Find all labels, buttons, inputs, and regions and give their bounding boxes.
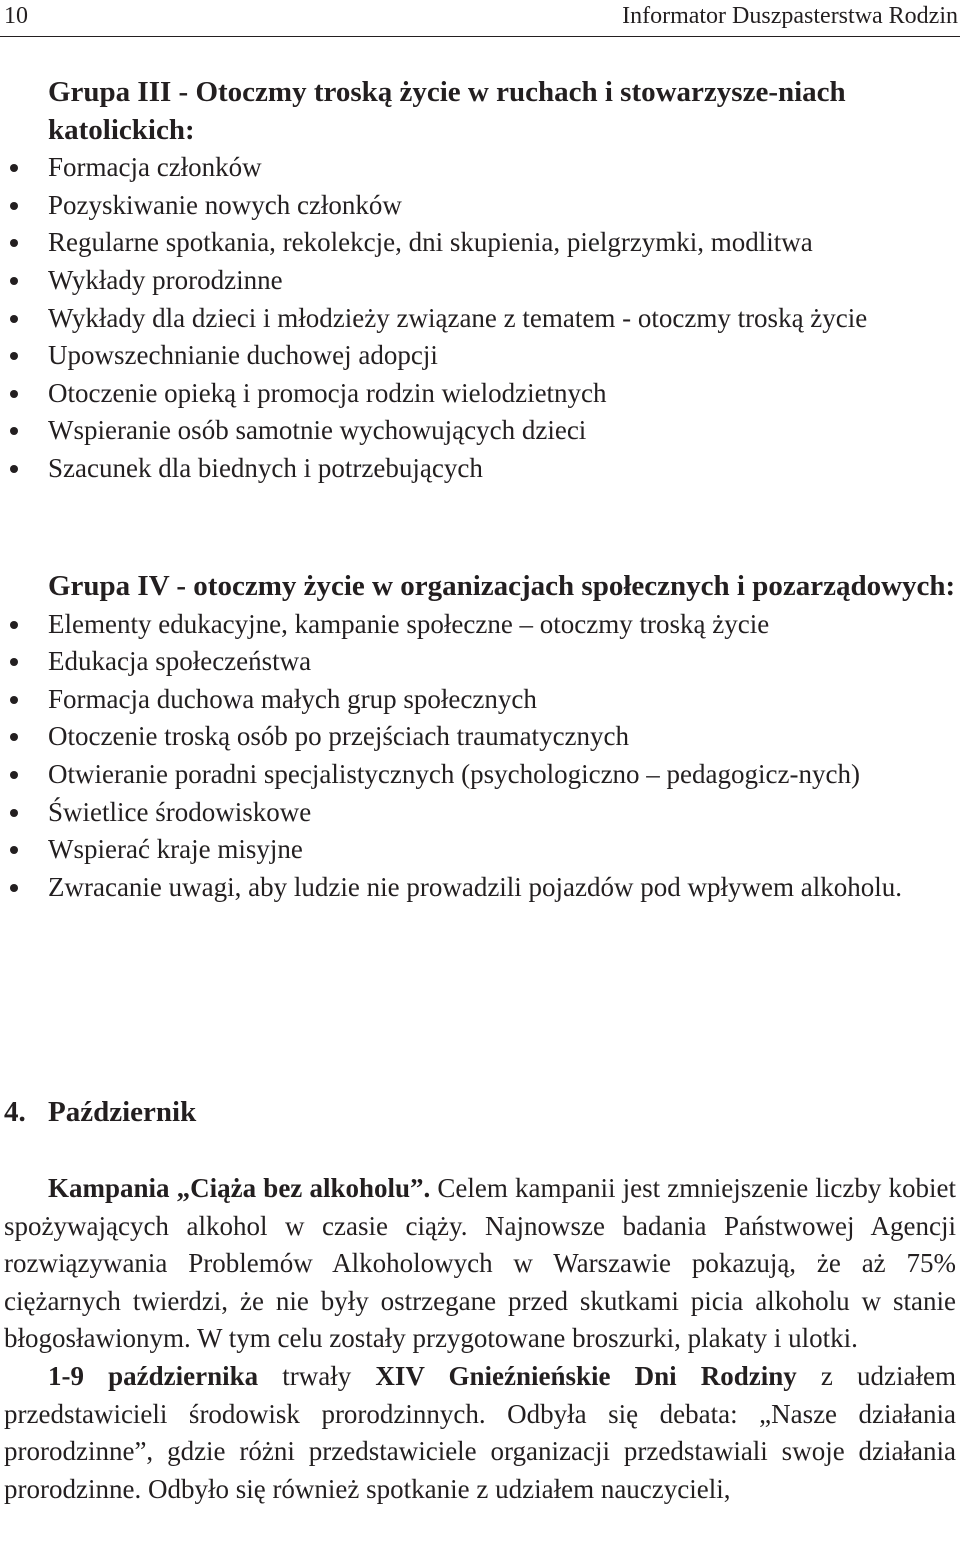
page-number: 10 <box>4 3 28 29</box>
body-text <box>4 1170 956 1508</box>
section-heading <box>4 1094 196 1132</box>
list-item: Regularne spotkania, rekolekcje, dni skupienia, pielgrzymki, modlitwa <box>48 224 958 262</box>
list-item: Świetlice środowiskowe <box>48 794 958 832</box>
paragraph: Kampania „Ciąża bez alkoholu”. Celem kampanii jest zmniejszenie liczby kobiet spożywających alkohol w czasie ciąży. Najnowsze badania Państwowej Agencji rozwiązywania Problemów Alkoholowych w Warszawie pokazują, że aż 75% ciężarnych twierdzi, że nie były ostrzegane przed skutkami picia alkoholu w stanie błogosławionym. W tym celu zostały przygotowane broszurki, plakaty i ulotki. <box>4 1173 956 1354</box>
section-title: Październik <box>48 1096 197 1128</box>
list-item: Upowszechnianie duchowej adopcji <box>48 337 958 375</box>
group3-section <box>48 74 958 488</box>
list-item: Pozyskiwanie nowych członków <box>48 187 958 225</box>
list-item: Otoczenie troską osób po przejściach traumatycznych <box>48 718 958 756</box>
list-item: Formacja duchowa małych grup społecznych <box>48 681 958 719</box>
publication-title: Informator Duszpasterstwa Rodzin <box>622 3 958 29</box>
list-item: Otoczenie opieką i promocja rodzin wielodzietnych <box>48 375 958 413</box>
list-item: Edukacja społeczeństwa <box>48 643 958 681</box>
list-item: Otwieranie poradni specjalistycznych (psychologiczno – pedagogicz-nych) <box>48 756 958 794</box>
event-name: XIV Gnieźnieńskie Dni Rodziny <box>375 1360 797 1391</box>
group4-section <box>48 568 958 906</box>
group3-list <box>48 149 958 487</box>
group4-list <box>48 606 958 907</box>
page-header <box>0 0 960 37</box>
list-item: Wspieranie osób samotnie wychowujących dzieci <box>48 412 958 450</box>
section-number: 4. <box>4 1096 26 1128</box>
list-item: Szacunek dla biednych i potrzebujących <box>48 450 958 488</box>
list-item: Elementy edukacyjne, kampanie społeczne – otoczmy troską życie <box>48 606 958 644</box>
list-item: Formacja członków <box>48 149 958 187</box>
paragraph: 1-9 października trwały XIV Gnieźnieńskie Dni Rodziny z udziałem przedstawicieli środowisk prorodzinnych. Odbyła się debata: „Nasze działania prorodzinne”, gdzie różni przedstawiciele organizacji przedstawiali swoje działania prorodzinne. Odbyło się również spotkanie z udziałem nauczycieli, <box>4 1360 956 1504</box>
list-item: Wykłady dla dzieci i młodzieży związane z tematem - otoczmy troską życie <box>48 300 958 338</box>
event-dates: 1-9 października <box>48 1360 259 1391</box>
list-item: Wykłady prorodzinne <box>48 262 958 300</box>
list-item: Zwracanie uwagi, aby ludzie nie prowadzili pojazdów pod wpływem alkoholu. <box>48 869 958 907</box>
campaign-title: Kampania „Ciąża bez alkoholu”. <box>48 1173 431 1203</box>
group3-heading: Grupa III - Otoczmy troską życie w ruchach i stowarzysze-niach katolickich: <box>48 76 846 146</box>
list-item: Wspierać kraje misyjne <box>48 831 958 869</box>
group4-heading: Grupa IV - otoczmy życie w organizacjach społecznych i pozarządowych: <box>48 570 956 602</box>
